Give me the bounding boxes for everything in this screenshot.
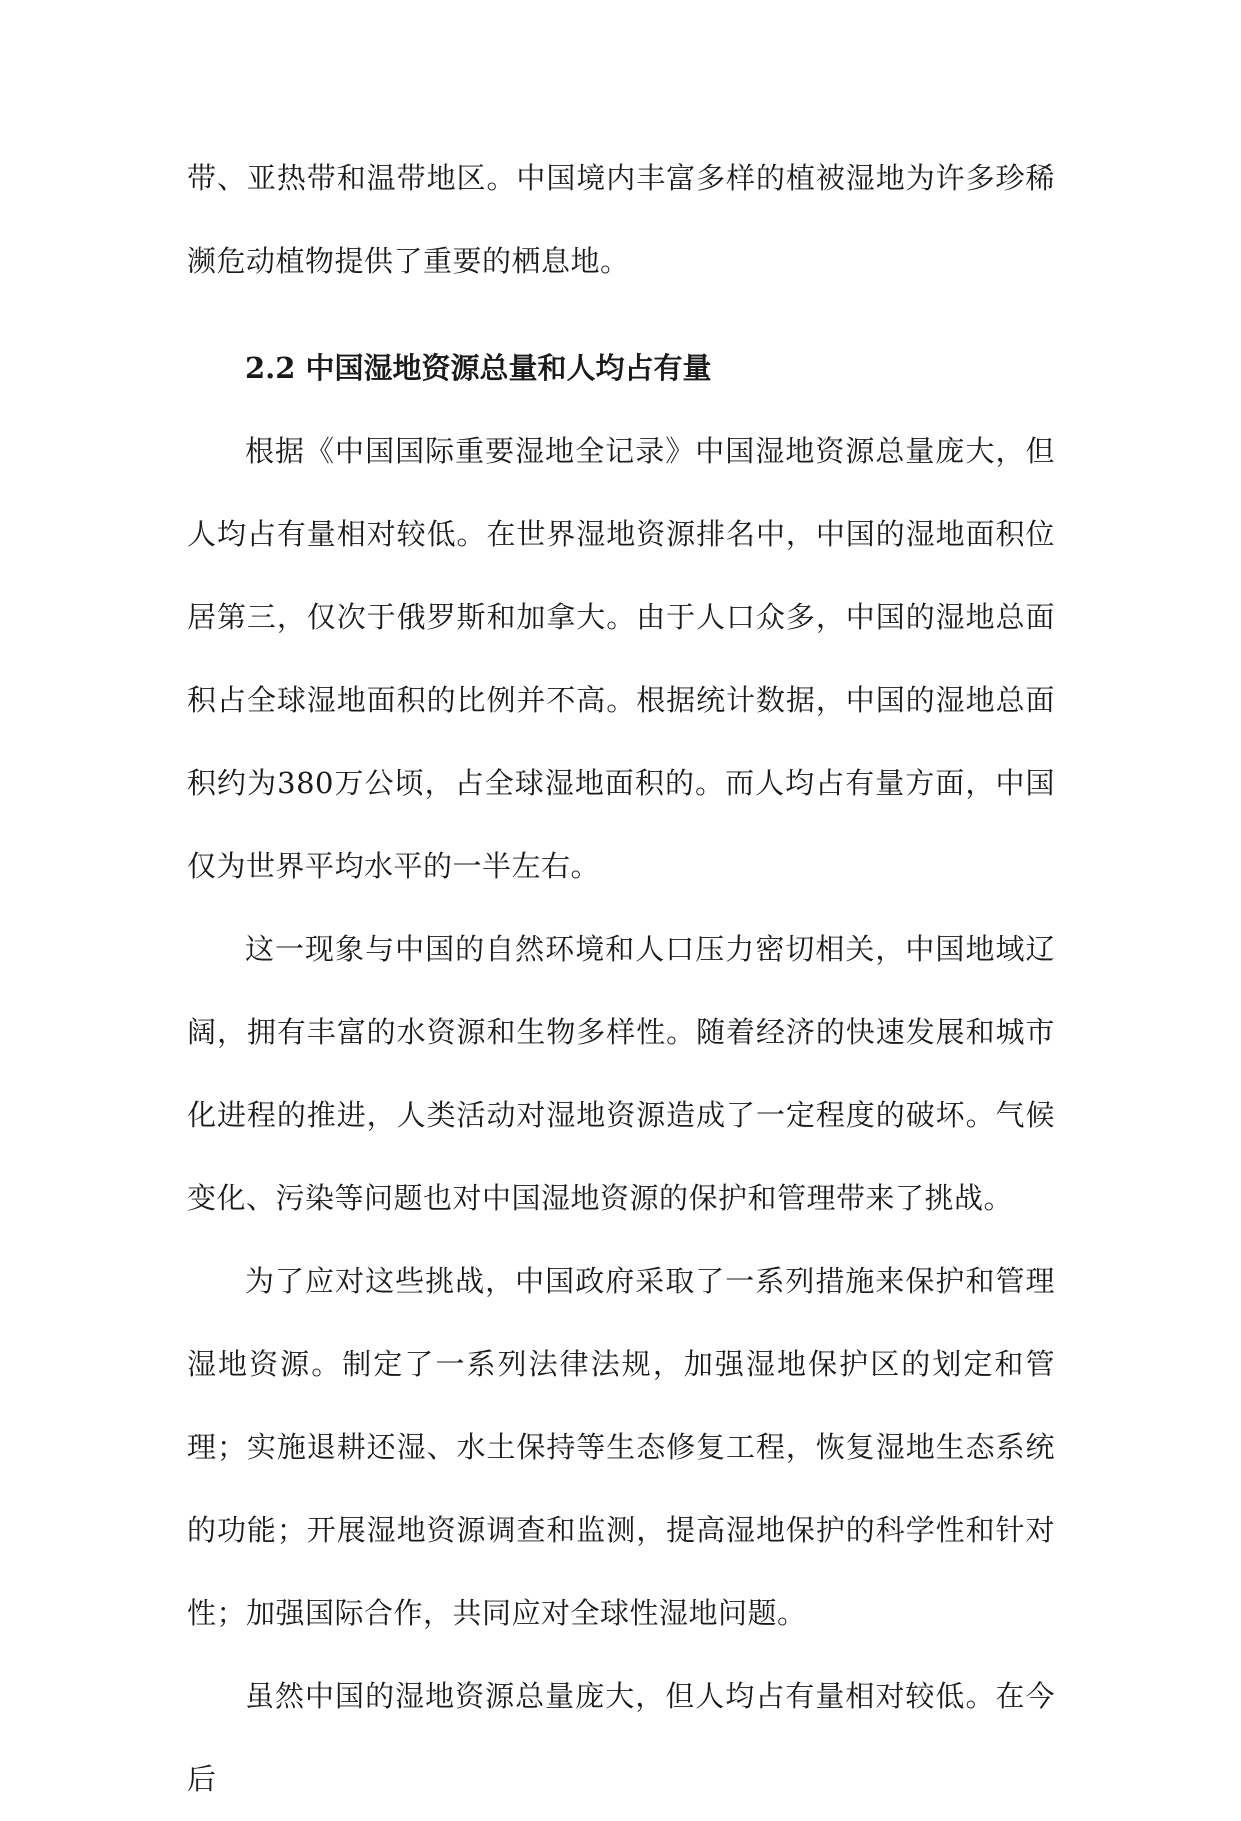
paragraph: 这一现象与中国的自然环境和人口压力密切相关，中国地域辽阔，拥有丰富的水资源和生物多样性。随着经济的快速发展和城市化进程的推进，人类活动对湿地资源造成了一定程度的破坏。气候变化、污染等问题也对中国湿地资源的保护和管理带来了挑战。: [187, 932, 1055, 1215]
paragraph-truncated: 虽然中国的湿地资源总量庞大，但人均占有量相对较低。在今后: [187, 1679, 1055, 1796]
section-heading: 2.2 中国湿地资源总量和人均占有量: [245, 351, 712, 385]
paragraph: 为了应对这些挑战，中国政府采取了一系列措施来保护和管理湿地资源。制定了一系列法律法规，加强湿地保护区的划定和管理；实施退耕还湿、水土保持等生态修复工程，恢复湿地生态系统的功能；开展湿地资源调查和监测，提高湿地保护的科学性和针对性；加强国际合作，共同应对全球性湿地问题。: [187, 1264, 1055, 1630]
document-body: [187, 137, 1055, 1821]
paragraph-continuation: 带、亚热带和温带地区。中国境内丰富多样的植被湿地为许多珍稀濒危动植物提供了重要的栖息地。: [187, 161, 1055, 278]
paragraph: 根据《中国国际重要湿地全记录》中国湿地资源总量庞大，但人均占有量相对较低。在世界湿地资源排名中，中国的湿地面积位居第三，仅次于俄罗斯和加拿大。由于人口众多，中国的湿地总面积占全球湿地面积的比例并不高。根据统计数据，中国的湿地总面积约为380万公顷，占全球湿地面积的。而人均占有量方面，中国仅为世界平均水平的一半左右。: [187, 434, 1055, 883]
